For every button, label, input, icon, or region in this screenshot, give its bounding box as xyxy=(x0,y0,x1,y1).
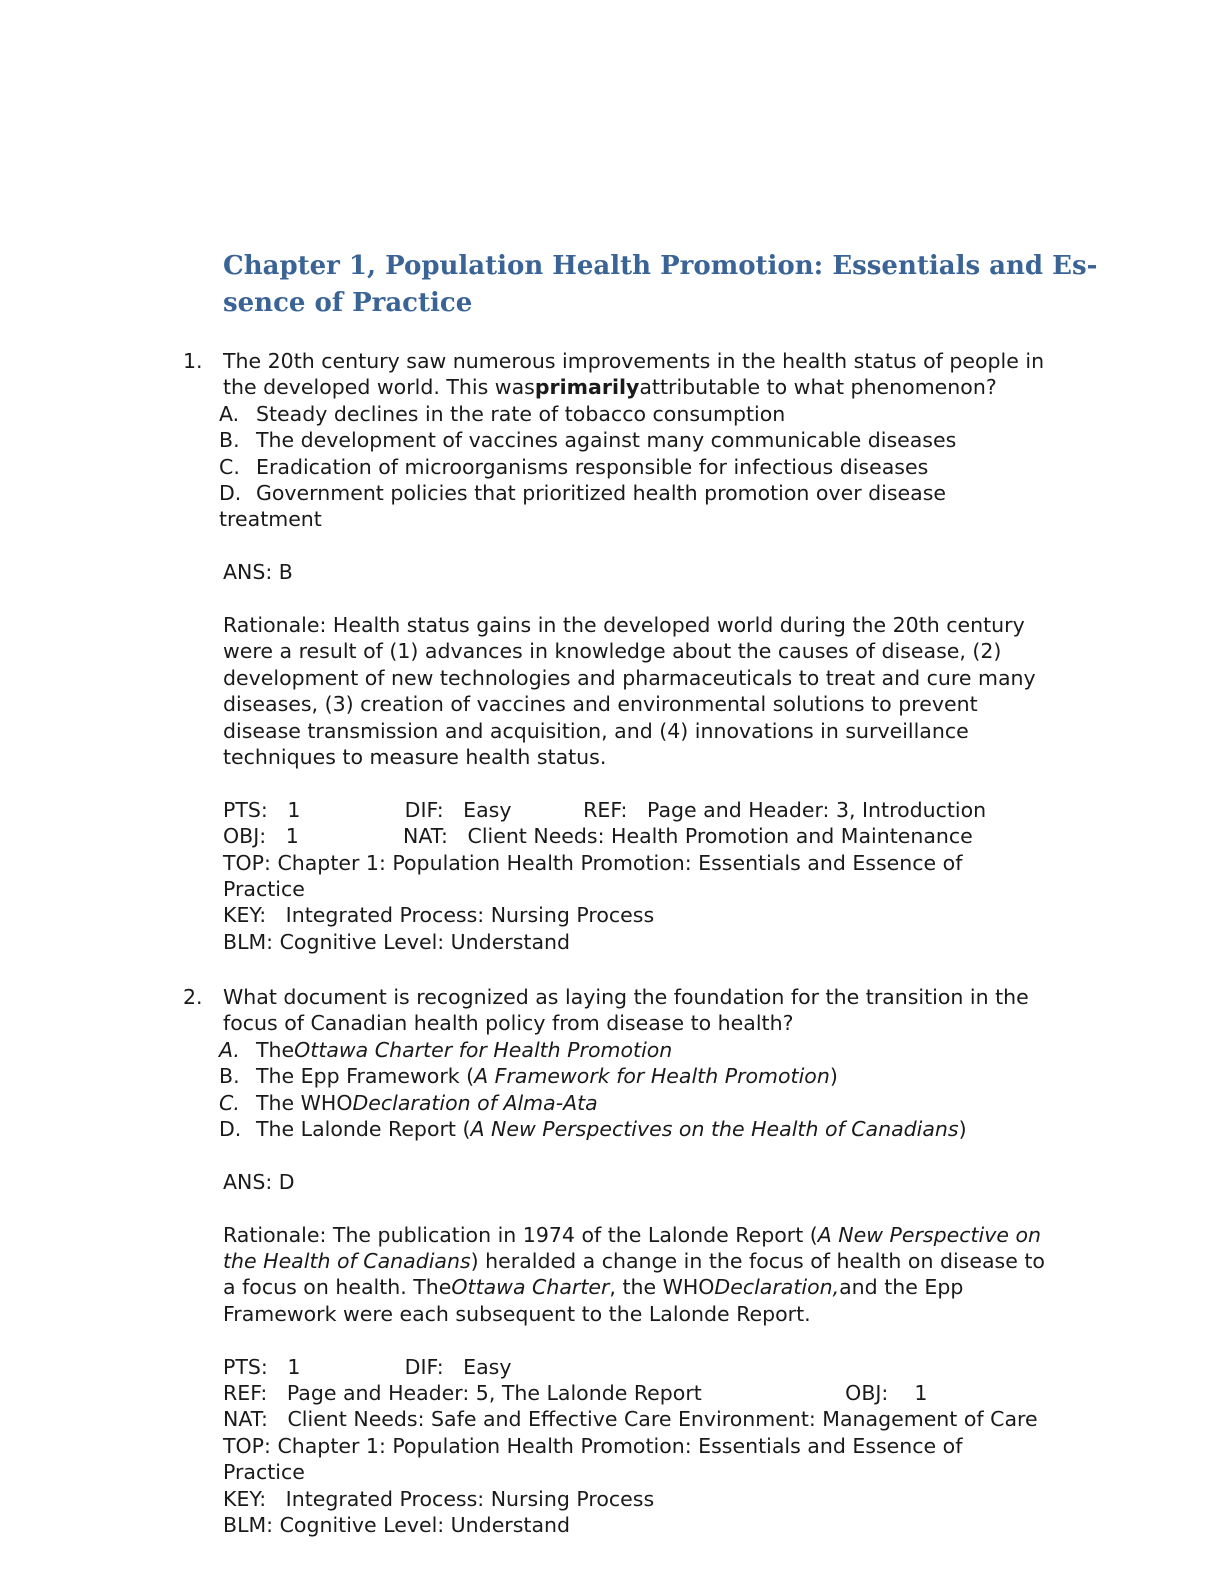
question-number: 1. xyxy=(183,349,203,373)
question-metadata: PTS: 1 DIF: Easy REF: Page and Header: 5, The Lalonde Report OBJ: 1 NAT: Client Needs: Safe and Effective Care Environment: Management of Care TOP: Chapter 1: Population Health Promotion: Essentials and Essence of Practice KEY: Integrated Process: Nursing Process BLM: Cognitive Level: Understand xyxy=(223,1354,1038,1538)
question-1 xyxy=(183,348,1143,955)
option-b: B. The Epp Framework ( A Framework for Health Promotion ) xyxy=(219,1064,838,1089)
question-2 xyxy=(183,984,1143,1538)
chapter-title xyxy=(223,248,1123,322)
option-d: D. Government policies that prioritized health promotion over disease xyxy=(219,481,946,506)
rationale: Rationale: Health status gains in the developed world during the 20th century were a result of (1) advances in knowledge about the causes of disease, (2) development of new technologies and pharmaceuticals to treat and cure many diseases, (3) creation of vaccines and environmental solutions to prevent disease transmission and acquisition, and (4) innovations in surveillance techniques to measure health status. xyxy=(223,613,1036,770)
option-d: D. The Lalonde Report ( A New Perspectives on the Health of Canadians ) xyxy=(219,1117,967,1142)
option-a: A. The Ottawa Charter for Health Promotion xyxy=(219,1037,673,1062)
question-stem-line: The 20th century saw numerous improvements in the health status of people in xyxy=(223,349,1045,373)
answer: ANS: B xyxy=(223,560,293,585)
question-stem-line: What document is recognized as laying the foundation for the transition in the xyxy=(223,985,1029,1009)
option-c: C. Eradication of microorganisms responsible for infectious diseases xyxy=(219,454,929,479)
option-b: B. The development of vaccines against many communicable diseases xyxy=(219,428,957,453)
answer: ANS: D xyxy=(223,1169,295,1194)
chapter-title-line-2: sence of Practice xyxy=(223,288,473,318)
question-number: 2. xyxy=(183,985,203,1009)
option-a: A. Steady declines in the rate of tobacco consumption xyxy=(219,401,786,426)
option-d-continuation: treatment xyxy=(219,507,322,532)
option-c: C. The WHO Declaration of Alma-Ata xyxy=(219,1090,598,1115)
chapter-title-line-1: Chapter 1, Population Health Promotion: Essentials and Es- xyxy=(223,251,1098,281)
question-stem-line: focus of Canadian health policy from disease to health? xyxy=(223,1011,794,1036)
question-stem-line: the developed world. This was primarily attributable to what phenomenon? xyxy=(223,375,997,400)
rationale: Rationale: The publication in 1974 of the Lalonde Report ( A New Perspective on the Health of Canadians ) heralded a change in the focus of health on disease to a focus on health. The Ottawa Charter , the WHO Declaration, and the Epp Framework were each subsequent to the Lalonde Report. xyxy=(223,1222,1045,1326)
emphasis-primarily: primarily xyxy=(534,375,640,400)
question-metadata: PTS: 1 DIF: Easy REF: Page and Header: 3, Introduction OBJ: 1 NAT: Client Needs: Health Promotion and Maintenance TOP: Chapter 1: Population Health Promotion: Essentials and Essence of Practice KEY: Integrated Process: Nursing Process BLM: Cognitive Level: Understand xyxy=(223,797,987,954)
